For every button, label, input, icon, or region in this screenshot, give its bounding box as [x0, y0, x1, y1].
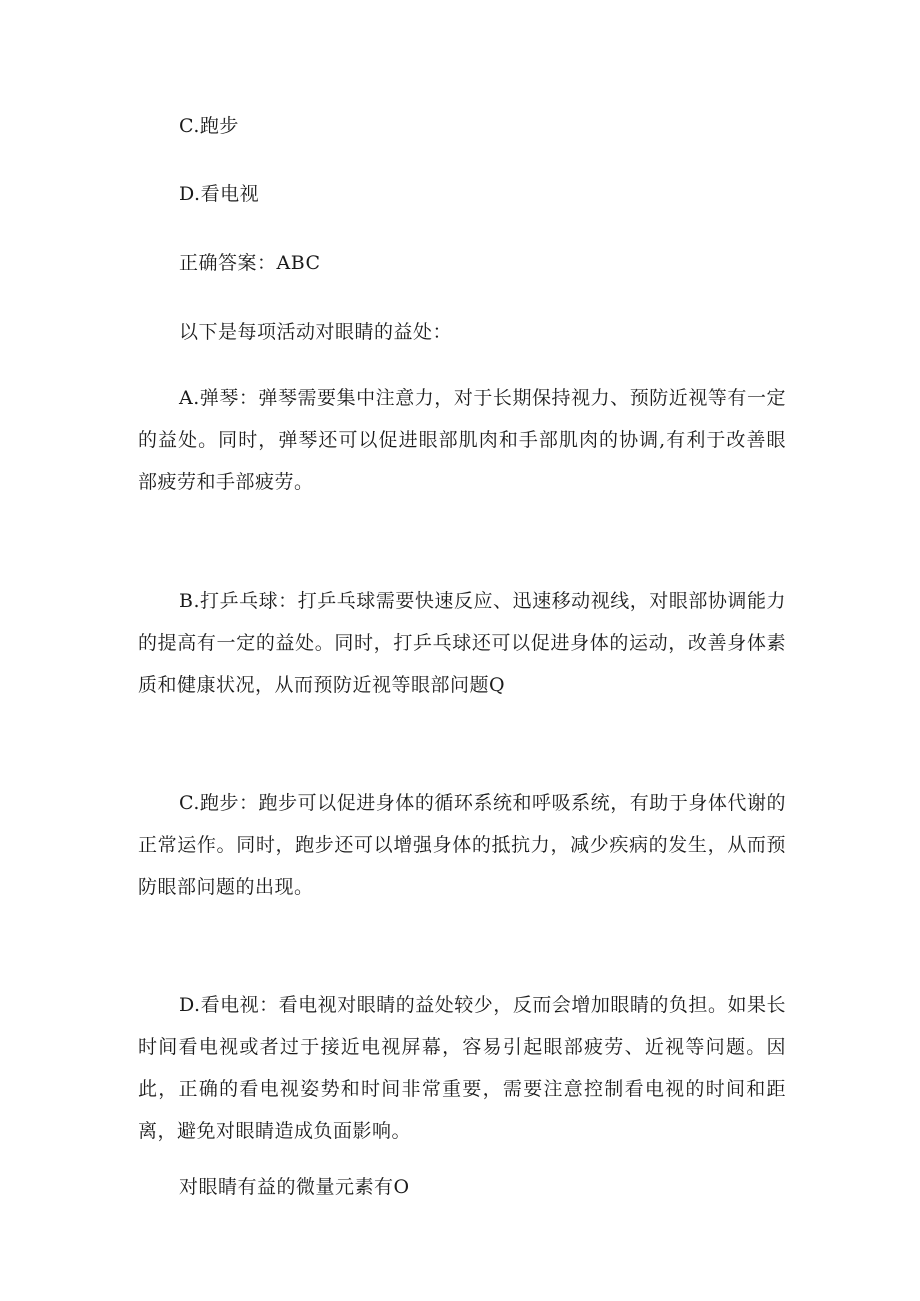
explanation-c: C.跑步：跑步可以促进身体的循环系统和呼吸系统，有助于身体代谢的正常运作。同时，跑步还可以增强身体的抵抗力，减少疾病的发生，从而预防眼部问题的出现。	[138, 792, 786, 898]
explanation-intro: 以下是每项活动对眼睛的益处：	[179, 321, 453, 343]
option-d: D.看电视	[179, 183, 260, 205]
explanation-b: B.打乒乓球：打乒乓球需要快速反应、迅速移动视线，对眼部协调能力的提高有一定的益处。同时，打乒乓球还可以促进身体的运动，改善身体素质和健康状况，从而预防近视等眼部问题Q	[138, 590, 786, 696]
next-question: 对眼睛有益的微量元素有O	[179, 1176, 410, 1198]
explanation-a: A.弹琴：弹琴需要集中注意力，对于长期保持视力、预防近视等有一定的益处。同时，弹琴还可以促进眼部肌肉和手部肌肉的协调,有利于改善眼部疲劳和手部疲劳。	[138, 387, 786, 493]
explanation-d: D.看电视：看电视对眼睛的益处较少，反而会增加眼睛的负担。如果长时间看电视或者过于接近电视屏幕，容易引起眼部疲劳、近视等问题。因此，正确的看电视姿势和时间非常重要，需要注意控制看电视的时间和距离，避免对眼睛造成负面影响。	[138, 994, 786, 1142]
option-c: C.跑步	[179, 115, 239, 137]
correct-answer: 正确答案：ABC	[179, 252, 321, 274]
